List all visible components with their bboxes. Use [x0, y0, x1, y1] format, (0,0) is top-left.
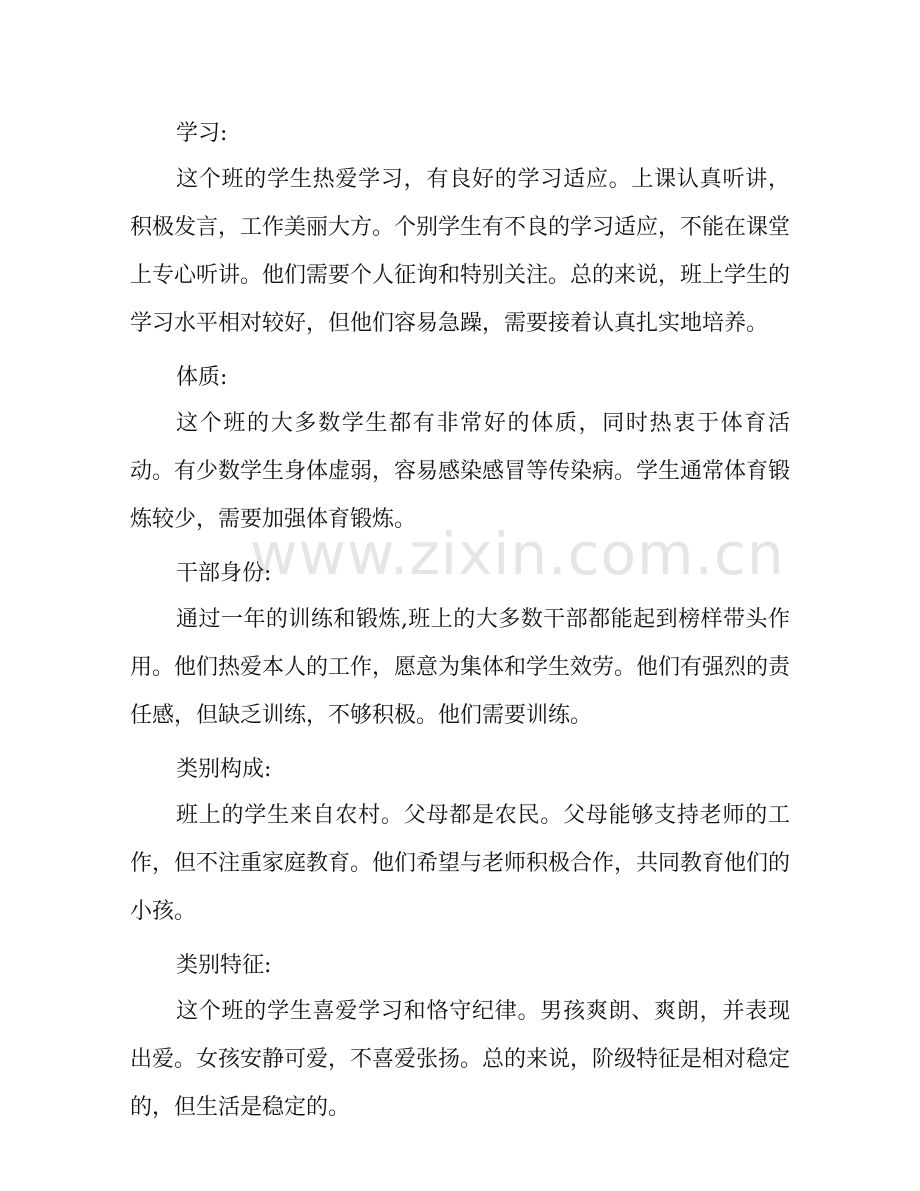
section-paragraph: 这个班的学生喜爱学习和恪守纪律。男孩爽朗、爽朗，并表现出爱。女孩安静可爱，不喜爱张扬。总的来说，阶级特征是相对稳定的，但生活是稳定的。	[130, 999, 791, 1120]
section-paragraph: 这个班的学生热爱学习，有良好的学习适应。上课认真听讲，积极发言，工作美丽大方。个别学生有不良的学习适应，不能在课堂上专心听讲。他们需要个人征询和特别关注。总的来说，班上学生的学习水平相对较好，但他们容易急躁，需要接着认真扎实地培养。	[130, 167, 791, 336]
section-cadres	[130, 552, 790, 740]
document-body	[130, 112, 790, 1140]
section-heading: 类别特征:	[176, 953, 272, 978]
section-physique	[130, 356, 790, 544]
section-heading: 干部身份:	[176, 561, 272, 586]
section-heading: 体质:	[176, 365, 228, 390]
section-paragraph: 班上的学生来自农村。父母都是农民。父母能够支持老师的工作，但不注重家庭教育。他们希望与老师积极合作，共同教育他们的小孩。	[130, 803, 791, 924]
section-paragraph: 这个班的大多数学生都有非常好的体质，同时热衷于体育活动。有少数学生身体虚弱，容易感染感冒等传染病。学生通常体育锻炼较少，需要加强体育锻炼。	[130, 411, 791, 532]
section-heading: 学习:	[176, 121, 228, 146]
section-study	[130, 112, 790, 348]
section-heading: 类别构成:	[176, 757, 272, 782]
section-characteristics	[130, 944, 790, 1132]
section-paragraph: 通过一年的训练和锻炼,班上的大多数干部都能起到榜样带头作用。他们热爱本人的工作，愿意为集体和学生效劳。他们有强烈的责任感，但缺乏训练，不够积极。他们需要训练。	[130, 607, 791, 728]
watermark: www.zixin.com.cn	[250, 520, 785, 588]
section-composition	[130, 748, 790, 936]
